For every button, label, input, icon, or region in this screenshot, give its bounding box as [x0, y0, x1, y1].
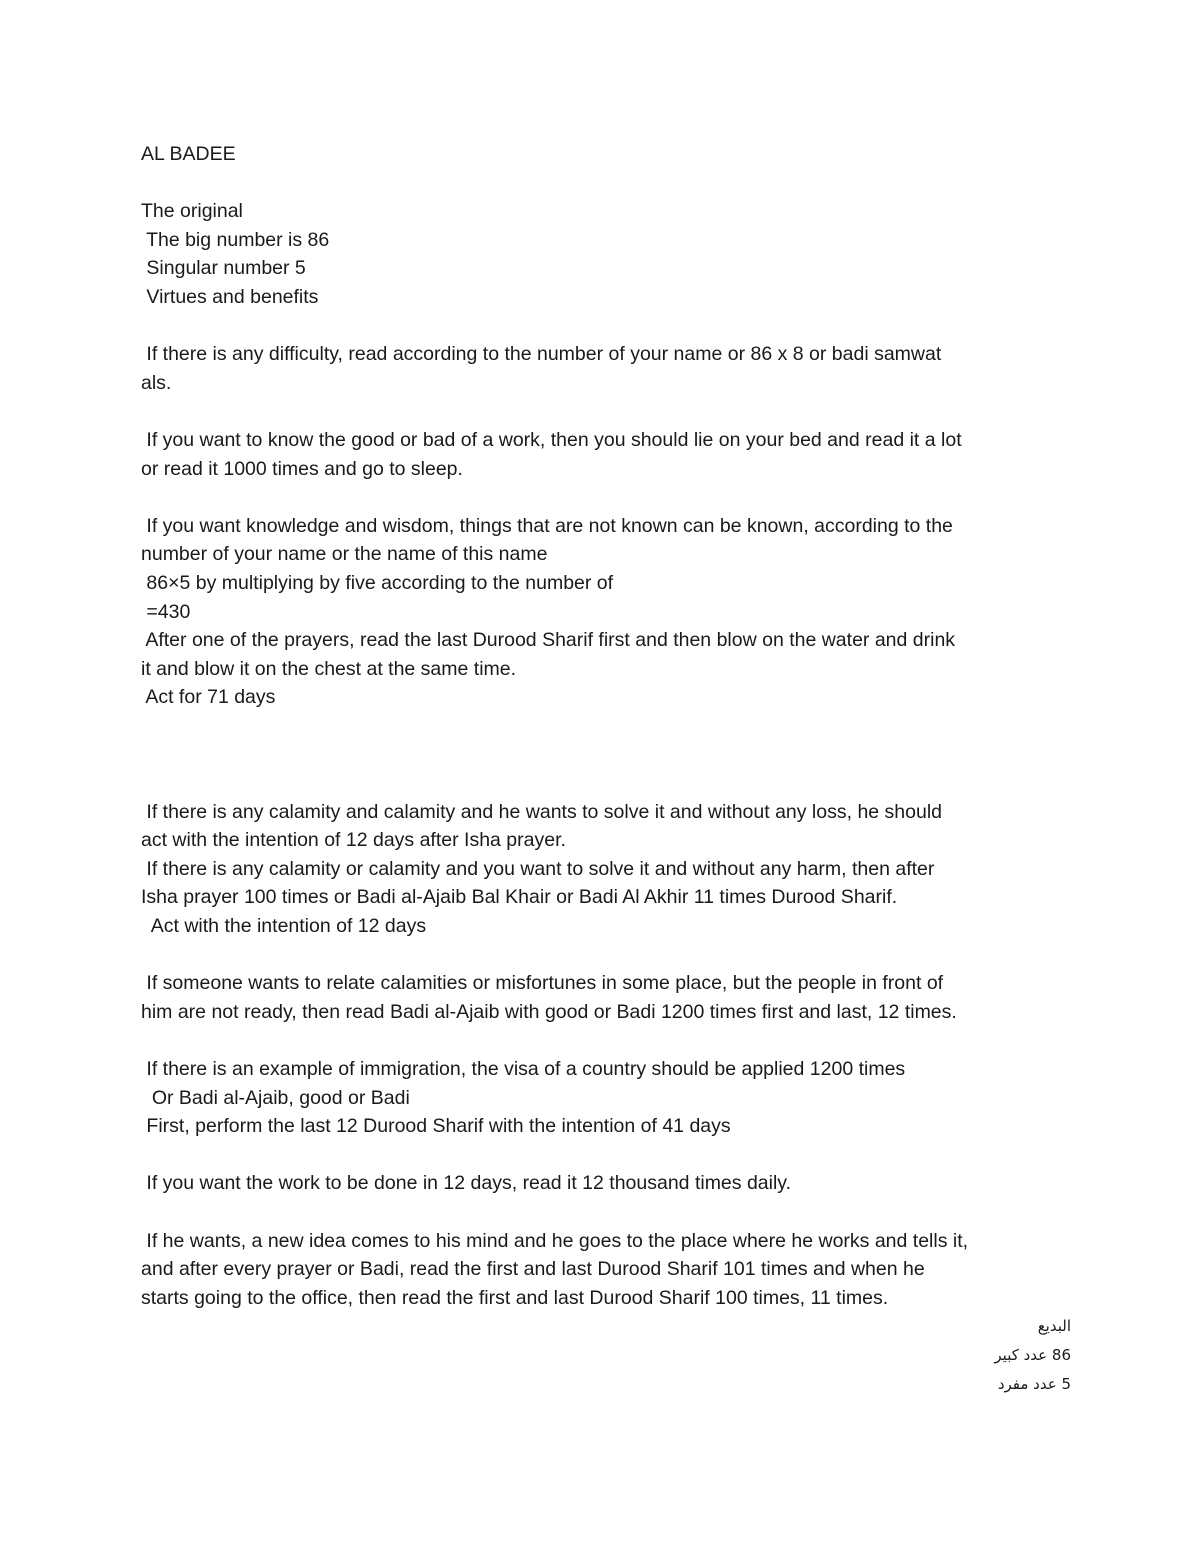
intro-line: The original	[141, 200, 243, 223]
paragraph-line: If he wants, a new idea comes to his mind and he goes to the place where he works and tells it,	[141, 1229, 969, 1252]
intro-line: The big number is 86	[141, 228, 330, 251]
paragraph-line: or read it 1000 times and go to sleep.	[141, 457, 463, 480]
paragraph-line: If someone wants to relate calamities or misfortunes in some place, but the people in front of	[141, 972, 944, 995]
spacer	[141, 712, 1071, 741]
spacer	[141, 312, 1071, 341]
spacer	[141, 769, 1071, 798]
paragraph-line: act with the intention of 12 days after Isha prayer.	[141, 829, 566, 852]
paragraph-line: First, perform the last 12 Durood Sharif with the intention of 41 days	[141, 1115, 731, 1138]
paragraph-line: it and blow it on the chest at the same time.	[141, 657, 517, 680]
spacer	[141, 1026, 1071, 1055]
paragraph-line: als.	[141, 371, 172, 394]
arabic-line: 5 عدد مفرد	[997, 1374, 1071, 1393]
spacer	[141, 483, 1071, 512]
paragraph-line: starts going to the office, then read the first and last Durood Sharif 100 times, 11 times.	[141, 1286, 889, 1309]
spacer	[141, 1198, 1071, 1227]
paragraph-line: If you want knowledge and wisdom, things that are not known can be known, according to the	[141, 514, 953, 537]
paragraph-line: Act with the intention of 12 days	[141, 915, 427, 938]
paragraph-line: Isha prayer 100 times or Badi al-Ajaib Bal Khair or Badi Al Akhir 11 times Durood Sharif.	[141, 886, 898, 909]
intro-line: Virtues and benefits	[141, 285, 319, 308]
intro-line: Singular number 5	[141, 257, 306, 280]
paragraph-line: =430	[141, 600, 191, 623]
spacer	[141, 740, 1071, 769]
paragraph-line: If there is any calamity and calamity and he wants to solve it and without any loss, he should	[141, 800, 943, 823]
paragraph-line: 86×5 by multiplying by five according to the number of	[141, 571, 614, 594]
document-body	[141, 140, 1071, 1398]
paragraph-line: After one of the prayers, read the last Durood Sharif first and then blow on the water and drink	[141, 629, 956, 652]
paragraph-line: Act for 71 days	[141, 686, 276, 709]
spacer	[141, 1141, 1071, 1170]
paragraph-line: and after every prayer or Badi, read the first and last Durood Sharif 101 times and when he	[141, 1258, 925, 1281]
spacer	[141, 169, 1071, 198]
paragraph-line: If there is any difficulty, read according to the number of your name or 86 x 8 or badi samwat	[141, 343, 942, 366]
spacer	[141, 397, 1071, 426]
arabic-line: 86 عدد كبير	[994, 1345, 1071, 1364]
paragraph-line: him are not ready, then read Badi al-Ajaib with good or Badi 1200 times first and last, 12 times.	[141, 1000, 957, 1023]
arabic-line: البديع	[1037, 1317, 1071, 1336]
spacer	[141, 941, 1071, 970]
paragraph-line: If there is an example of immigration, the visa of a country should be applied 1200 times	[141, 1058, 906, 1080]
paragraph-line: If there is any calamity or calamity and you want to solve it and without any harm, then after	[141, 857, 935, 880]
paragraph-line: If you want the work to be done in 12 days, read it 12 thousand times daily.	[141, 1172, 792, 1195]
paragraph-line: Or Badi al-Ajaib, good or Badi	[141, 1086, 410, 1109]
paragraph-line: If you want to know the good or bad of a work, then you should lie on your bed and read it a lot	[141, 428, 962, 451]
document-title: AL BADEE	[141, 143, 236, 165]
paragraph-line: number of your name or the name of this name	[141, 543, 548, 566]
